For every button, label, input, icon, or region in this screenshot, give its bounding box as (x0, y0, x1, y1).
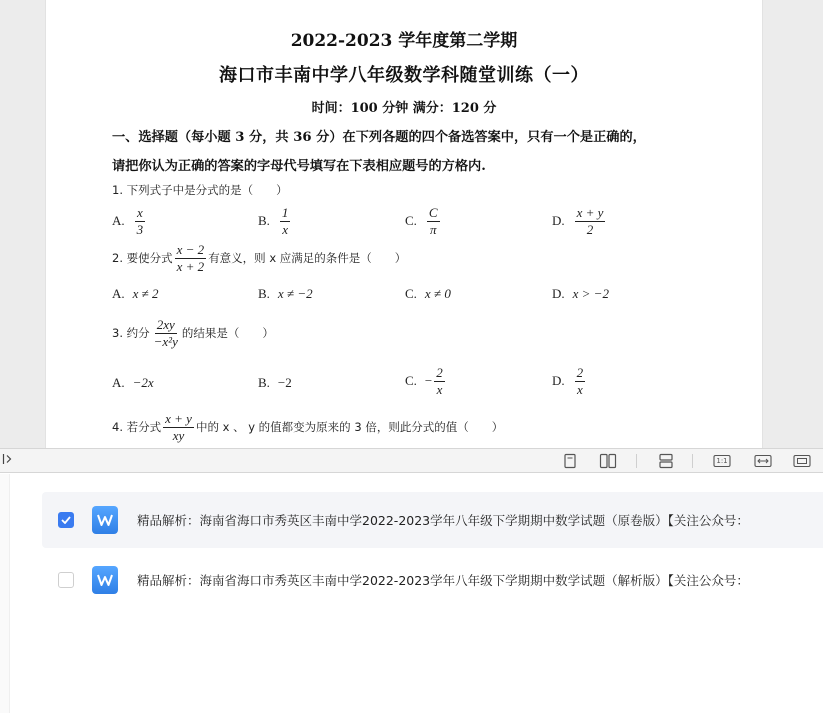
q1-option-a (112, 206, 147, 236)
fraction: $\frac{x - 2}{x + 2}$ (176, 242, 205, 274)
question-3-suffix: 的结果是（ ） (181, 326, 274, 341)
option-label: D. (552, 373, 565, 389)
question-2-suffix: 有意义，则 x 应满足的条件是（ ） (208, 251, 407, 266)
option-label: B. (258, 213, 270, 229)
option-label: C. (405, 373, 417, 389)
left-rail (0, 474, 10, 713)
option-label: A. (112, 375, 125, 390)
question-2 (112, 243, 406, 273)
option-value: x > −2 (572, 286, 609, 301)
zoom-label: 1:1 (716, 457, 728, 465)
minus-sign: − (424, 373, 433, 389)
question-4-suffix: 中的 x 、 y 的值都变为原来的 3 倍，则此分式的值（ ） (195, 420, 504, 435)
word-doc-icon (92, 566, 118, 594)
option-value: −2x (132, 375, 154, 390)
q1-option-b (258, 206, 292, 236)
file-checkbox-checked[interactable] (58, 512, 74, 528)
fit-width-icon[interactable] (753, 452, 773, 470)
q1-option-c (405, 206, 442, 236)
q3-option-d (552, 366, 587, 396)
file-name: 精品解析：海南省海口市秀英区丰南中学2022-2023学年八年级下学期期中数学试题（原卷版）【关注公众号： (137, 513, 749, 528)
viewer-toolbar (0, 448, 823, 473)
question-4 (112, 412, 503, 442)
question-3 (112, 318, 274, 348)
actual-size-icon[interactable] (712, 452, 732, 470)
word-doc-icon (92, 506, 118, 534)
single-page-icon[interactable] (560, 452, 580, 470)
list-item[interactable] (42, 552, 823, 608)
doc-title: 2022-2023 学年度第二学期 (290, 31, 518, 51)
option-value: x ≠ −2 (277, 286, 313, 301)
fraction: $\frac{2}{x}$ (576, 365, 584, 397)
q2-option-a (112, 286, 159, 302)
q3-option-b (258, 375, 292, 391)
fit-page-icon[interactable] (792, 452, 812, 470)
toolbar-divider (692, 454, 693, 468)
q3-option-a (112, 375, 154, 391)
question-1 (112, 182, 288, 198)
fraction: $\frac{2xy}{\text{−x²y}}$ (153, 317, 178, 349)
option-label: A. (112, 213, 125, 229)
option-label: B. (258, 375, 270, 390)
option-label: D. (552, 213, 565, 229)
doc-meta: 时间：100 分钟 满分：120 分 (311, 101, 497, 116)
option-label: D. (552, 286, 565, 301)
q2-option-d (552, 286, 609, 302)
file-name: 精品解析：海南省海口市秀英区丰南中学2022-2023学年八年级下学期期中数学试题（解析版）【关注公众号： (137, 573, 749, 588)
option-label: C. (405, 213, 417, 229)
fraction: $\frac{x + y}{xy}$ (165, 411, 192, 443)
section-heading-line2: 请把你认为正确的答案的字母代号填写在下表相应题号的方格内. (112, 159, 486, 174)
fraction: $\frac{2}{x}$ (436, 365, 443, 397)
list-item[interactable] (42, 492, 823, 548)
toolbar-divider (636, 454, 637, 468)
section-heading-line1: 一、选择题（每小题 3 分，共 36 分）在下列各题的四个备选答案中，只有一个是正确的， (112, 130, 646, 145)
question-4-prefix: 4. 若分式 (112, 420, 162, 435)
option-label: A. (112, 286, 125, 301)
doc-subtitle: 海口市丰南中学八年级数学科随堂训练（一） (219, 65, 589, 86)
continuous-scroll-icon[interactable] (656, 452, 676, 470)
file-list (0, 474, 823, 713)
fraction: $\frac{1}{x}$ (281, 205, 289, 237)
collapse-sidebar-icon[interactable] (2, 452, 14, 469)
q2-option-c (405, 286, 451, 302)
option-value: x ≠ 2 (132, 286, 159, 301)
option-value: x ≠ 0 (424, 286, 451, 301)
document-page (45, 0, 763, 448)
fraction: $\frac{x}{3}$ (136, 205, 144, 237)
q2-option-b (258, 286, 313, 302)
q1-option-d (552, 206, 607, 236)
option-label: B. (258, 286, 270, 301)
two-page-icon[interactable] (598, 452, 618, 470)
fraction: $\frac{C}{\pi}$ (428, 205, 438, 237)
question-1-text: 1. 下列式子中是分式的是（ ） (112, 183, 288, 197)
q3-option-c (405, 366, 447, 396)
fraction: $\frac{x + y}{2}$ (576, 205, 604, 237)
question-2-prefix: 2. 要使分式 (112, 251, 173, 266)
question-3-prefix: 3. 约分 (112, 326, 150, 341)
option-label: C. (405, 286, 417, 301)
file-checkbox[interactable] (58, 572, 74, 588)
option-value: −2 (277, 375, 292, 390)
